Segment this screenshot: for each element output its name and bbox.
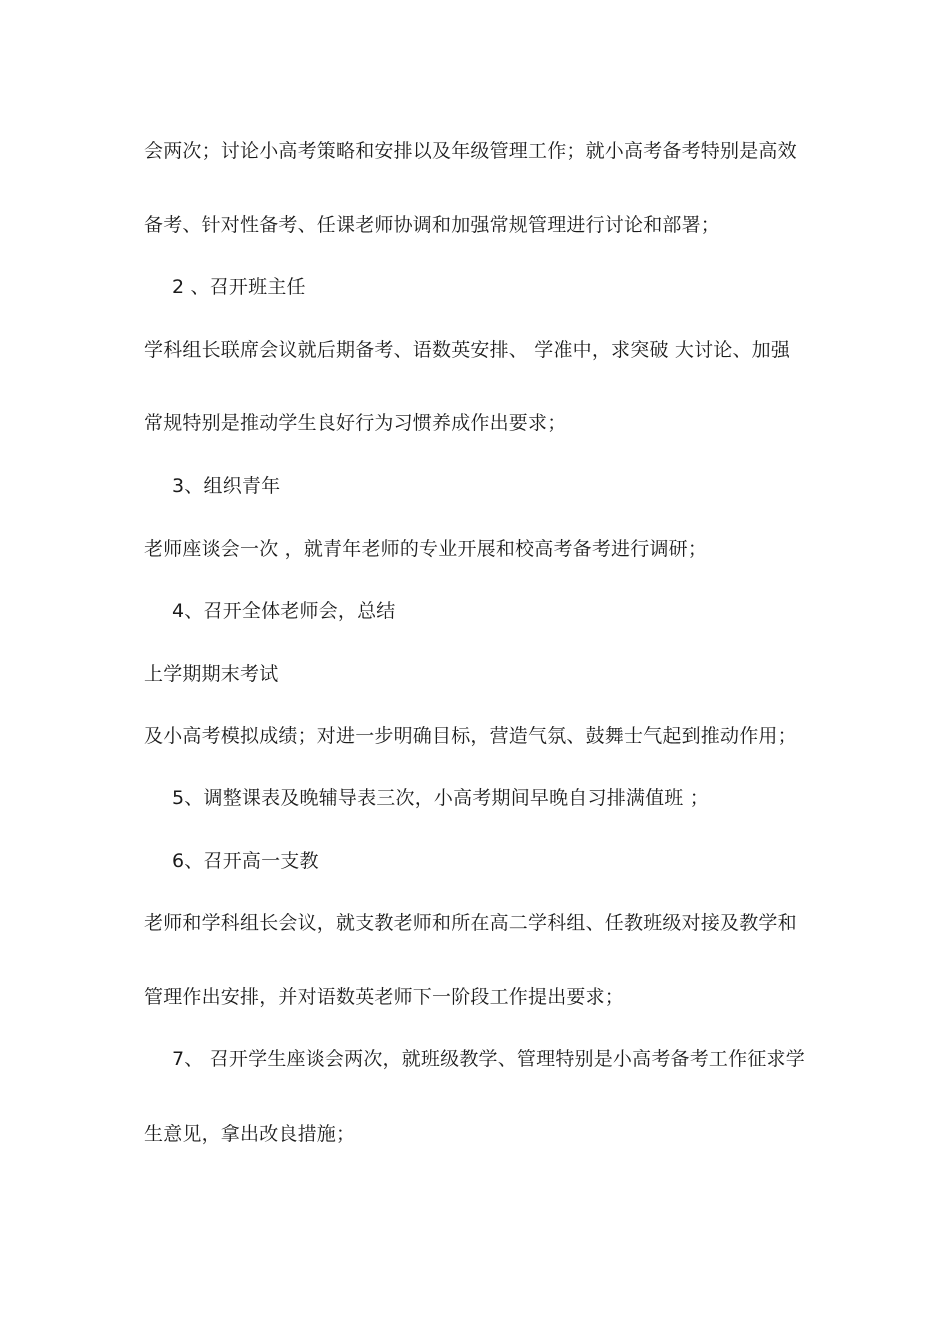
text-line: 及小高考模拟成绩；对进一步明确目标，营造气氛、鼓舞士气起到推动作用； [144, 725, 797, 747]
list-item-heading: 7、 召开学生座谈会两次，就班级教学、管理特别是小高考备考工作征求学 [172, 1048, 805, 1070]
text-line: 上学期期末考试 [144, 663, 279, 685]
list-item-heading: 6、召开高一支教 [172, 850, 319, 872]
list-item-heading: 4、召开全体老师会，总结 [172, 600, 396, 622]
text-line: 老师和学科组长会议，就支教老师和所在高二学科组、任教班级对接及教学和 [144, 912, 797, 934]
text-line: 常规特别是推动学生良好行为习惯养成作出要求； [144, 412, 567, 434]
list-item-heading: 5、调整课表及晚辅导表三次，小高考期间早晚自习排满值班 ； [172, 787, 709, 809]
text-line: 备考、针对性备考、任课老师协调和加强常规管理进行讨论和部署； [144, 214, 721, 236]
text-line: 管理作出安排，并对语数英老师下一阶段工作提出要求； [144, 986, 625, 1008]
list-item-heading: 2 、召开班主任 [172, 276, 306, 298]
text-line: 会两次；讨论小高考策略和安排以及年级管理工作；就小高考备考特别是高效 [144, 140, 797, 162]
list-item-heading: 3、组织青年 [172, 475, 281, 497]
text-line: 老师座谈会一次 ，就青年老师的专业开展和校高考备考进行调研； [144, 538, 708, 560]
text-line: 生意见，拿出改良措施； [144, 1123, 356, 1145]
text-line: 学科组长联席会议就后期备考、语数英安排、 学准中，求突破 大讨论、加强 [144, 339, 791, 361]
